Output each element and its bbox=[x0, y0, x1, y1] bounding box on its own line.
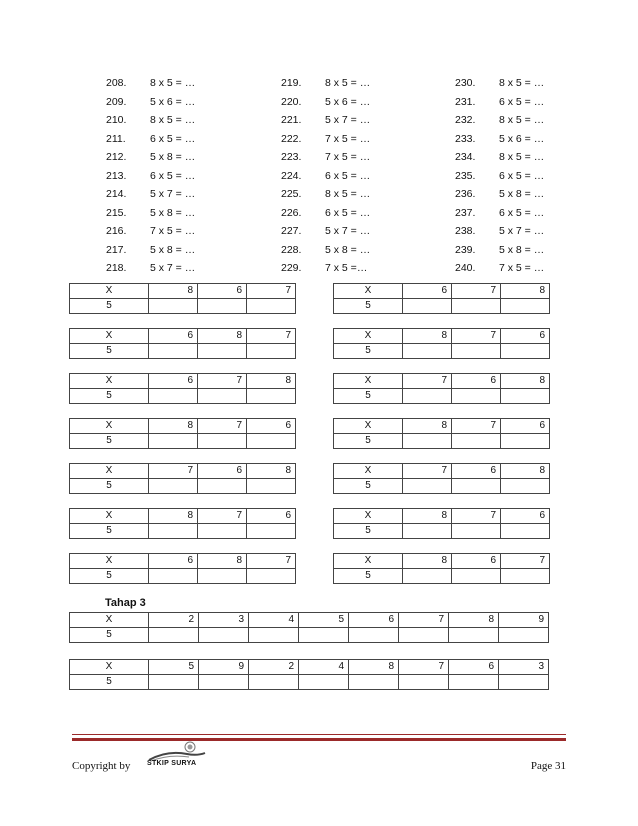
grid-row-label-cell: 5 bbox=[70, 569, 149, 584]
grid-header-cell: 7 bbox=[198, 374, 247, 389]
grid-header-cell: 8 bbox=[403, 419, 452, 434]
grid-answer-cell[interactable] bbox=[299, 628, 349, 643]
exercise-column-3 bbox=[455, 74, 609, 278]
exercise-number: 208. bbox=[106, 77, 127, 90]
exercise-expression: 5 x 7 = … bbox=[150, 262, 196, 275]
exercise-column-2 bbox=[281, 74, 435, 278]
exercise-expression: 6 x 5 = … bbox=[499, 169, 545, 182]
exercise-item bbox=[281, 241, 435, 260]
grid-operator-cell: X bbox=[70, 419, 149, 434]
grid-header-cell: 6 bbox=[349, 613, 399, 628]
exercise-item bbox=[455, 222, 609, 241]
grid-header-cell: 7 bbox=[403, 464, 452, 479]
grid-header-cell: 8 bbox=[449, 613, 499, 628]
grid-answer-cell[interactable] bbox=[249, 675, 299, 690]
grid-answer-cell[interactable] bbox=[299, 675, 349, 690]
grid-row-label-cell: 5 bbox=[70, 479, 149, 494]
exercise-number: 228. bbox=[281, 243, 302, 256]
grid-answer-cell[interactable] bbox=[403, 569, 452, 584]
exercise-item bbox=[281, 204, 435, 223]
grid-header-cell: 6 bbox=[501, 419, 550, 434]
grid-header-cell: 7 bbox=[452, 509, 501, 524]
grid-answer-cell[interactable] bbox=[149, 299, 198, 314]
grid-header-cell: 8 bbox=[349, 660, 399, 675]
grid-header-cell: 2 bbox=[249, 660, 299, 675]
grid-row-label-cell: 5 bbox=[70, 675, 149, 690]
grid-header-cell: 6 bbox=[501, 329, 550, 344]
grid-header-cell: 6 bbox=[247, 419, 296, 434]
exercise-number: 210. bbox=[106, 114, 127, 127]
exercise-expression: 6 x 5 = … bbox=[150, 169, 196, 182]
exercise-expression: 6 x 5 = … bbox=[499, 95, 545, 108]
grid-answer-cell[interactable] bbox=[403, 479, 452, 494]
exercise-expression: 8 x 5 = … bbox=[150, 77, 196, 90]
grid-row-label-cell: 5 bbox=[334, 524, 403, 539]
grid-header-cell: 8 bbox=[501, 374, 550, 389]
exercise-item bbox=[455, 74, 609, 93]
page-number: Page 31 bbox=[530, 760, 566, 772]
stkip-surya-logo bbox=[147, 740, 207, 774]
exercise-number: 234. bbox=[455, 151, 476, 164]
grid-header-cell: 2 bbox=[149, 613, 199, 628]
grid-answer-cell[interactable] bbox=[149, 675, 199, 690]
multiplication-grid bbox=[69, 418, 296, 449]
grid-header-cell: 7 bbox=[452, 284, 501, 299]
exercise-number: 211. bbox=[106, 132, 126, 145]
grid-header-cell: 4 bbox=[299, 660, 349, 675]
multiplication-grid bbox=[333, 508, 550, 539]
grid-answer-cell[interactable] bbox=[349, 675, 399, 690]
grid-row-label-cell: 5 bbox=[334, 479, 403, 494]
grid-header-cell: 7 bbox=[399, 613, 449, 628]
multiplication-grid bbox=[333, 373, 550, 404]
grid-header-cell: 6 bbox=[247, 509, 296, 524]
exercise-number: 237. bbox=[455, 206, 476, 219]
exercise-expression: 8 x 5 = … bbox=[499, 77, 545, 90]
grid-header-cell: 8 bbox=[501, 284, 550, 299]
grid-operator-cell: X bbox=[70, 554, 149, 569]
grid-answer-cell[interactable] bbox=[199, 675, 249, 690]
exercise-expression: 5 x 7 = … bbox=[325, 225, 371, 238]
grid-answer-cell[interactable] bbox=[403, 389, 452, 404]
exercise-number: 240. bbox=[455, 262, 476, 275]
grid-row-label-cell: 5 bbox=[334, 434, 403, 449]
exercise-item bbox=[455, 185, 609, 204]
exercise-item bbox=[455, 167, 609, 186]
exercise-item bbox=[455, 93, 609, 112]
exercise-number: 231. bbox=[455, 95, 476, 108]
exercise-expression: 5 x 6 = … bbox=[499, 132, 545, 145]
multiplication-grid bbox=[69, 328, 296, 359]
grid-answer-cell[interactable] bbox=[247, 389, 296, 404]
grid-header-cell: 6 bbox=[452, 464, 501, 479]
grid-answer-cell[interactable] bbox=[198, 299, 247, 314]
exercise-expression: 5 x 8 = … bbox=[325, 243, 371, 256]
exercise-number: 223. bbox=[281, 151, 302, 164]
grid-answer-cell[interactable] bbox=[403, 524, 452, 539]
grid-header-cell: 6 bbox=[449, 660, 499, 675]
grid-answer-cell[interactable] bbox=[403, 434, 452, 449]
grid-header-cell: 8 bbox=[403, 509, 452, 524]
grid-answer-cell[interactable] bbox=[247, 524, 296, 539]
exercise-number: 217. bbox=[106, 243, 127, 256]
grid-operator-cell: X bbox=[334, 554, 403, 569]
grid-answer-cell[interactable] bbox=[149, 479, 198, 494]
grid-operator-cell: X bbox=[70, 329, 149, 344]
exercise-item bbox=[106, 74, 260, 93]
exercise-item bbox=[106, 167, 260, 186]
grid-answer-cell[interactable] bbox=[499, 628, 549, 643]
grid-header-cell: 7 bbox=[399, 660, 449, 675]
grid-header-cell: 5 bbox=[299, 613, 349, 628]
grid-operator-cell: X bbox=[334, 464, 403, 479]
grid-header-cell: 6 bbox=[198, 464, 247, 479]
footer-rule-thin bbox=[72, 734, 566, 735]
grid-answer-cell[interactable] bbox=[249, 628, 299, 643]
grid-header-cell: 8 bbox=[198, 329, 247, 344]
exercise-expression: 6 x 5 = … bbox=[325, 169, 371, 182]
grid-answer-cell[interactable] bbox=[247, 479, 296, 494]
grid-answer-cell[interactable] bbox=[501, 524, 550, 539]
grid-answer-cell[interactable] bbox=[247, 434, 296, 449]
copyright-text: Copyright by bbox=[72, 760, 131, 772]
exercise-number: 224. bbox=[281, 169, 302, 182]
exercise-number: 218. bbox=[106, 262, 127, 275]
exercise-expression: 5 x 6 = … bbox=[150, 95, 196, 108]
multiplication-grid bbox=[333, 553, 550, 584]
exercise-expression: 5 x 6 = … bbox=[325, 95, 371, 108]
exercise-expression: 8 x 5 = … bbox=[150, 114, 196, 127]
grid-answer-cell[interactable] bbox=[499, 675, 549, 690]
exercise-item bbox=[455, 148, 609, 167]
exercise-number: 233. bbox=[455, 132, 476, 145]
grid-answer-cell[interactable] bbox=[403, 299, 452, 314]
multiplication-grid bbox=[69, 283, 296, 314]
grid-answer-cell[interactable] bbox=[149, 434, 198, 449]
exercise-item bbox=[455, 204, 609, 223]
exercise-expression: 6 x 5 = … bbox=[150, 132, 196, 145]
grid-answer-cell[interactable] bbox=[198, 389, 247, 404]
grid-answer-cell[interactable] bbox=[452, 434, 501, 449]
grid-header-cell: 5 bbox=[149, 660, 199, 675]
grid-answer-cell[interactable] bbox=[399, 628, 449, 643]
exercise-expression: 5 x 8 = … bbox=[499, 243, 545, 256]
exercise-item bbox=[281, 74, 435, 93]
grid-header-cell: 7 bbox=[247, 554, 296, 569]
grid-answer-cell[interactable] bbox=[501, 434, 550, 449]
grid-header-cell: 6 bbox=[452, 554, 501, 569]
exercise-item bbox=[281, 130, 435, 149]
grid-operator-cell: X bbox=[334, 509, 403, 524]
exercise-item bbox=[106, 148, 260, 167]
exercise-item bbox=[106, 130, 260, 149]
exercise-item bbox=[281, 167, 435, 186]
grid-row-label-cell: 5 bbox=[334, 569, 403, 584]
exercise-number: 229. bbox=[281, 262, 302, 275]
grid-answer-cell[interactable] bbox=[452, 299, 501, 314]
grid-header-cell: 6 bbox=[149, 554, 198, 569]
exercise-number: 221. bbox=[281, 114, 302, 127]
exercise-item bbox=[455, 111, 609, 130]
grid-answer-cell[interactable] bbox=[403, 344, 452, 359]
grid-answer-cell[interactable] bbox=[449, 628, 499, 643]
multiplication-grid bbox=[69, 373, 296, 404]
exercise-item bbox=[106, 93, 260, 112]
exercise-expression: 5 x 8 = … bbox=[150, 151, 196, 164]
grid-row-label-cell: 5 bbox=[334, 299, 403, 314]
grid-row-label-cell: 5 bbox=[70, 344, 149, 359]
exercise-item bbox=[281, 148, 435, 167]
grid-header-cell: 6 bbox=[452, 374, 501, 389]
grid-answer-cell[interactable] bbox=[501, 569, 550, 584]
grid-header-cell: 9 bbox=[199, 660, 249, 675]
grid-header-cell: 6 bbox=[198, 284, 247, 299]
exercise-item bbox=[106, 259, 260, 278]
multiplication-grid bbox=[333, 328, 550, 359]
section-title-tahap-3: Tahap 3 bbox=[105, 597, 146, 609]
grid-header-cell: 8 bbox=[501, 464, 550, 479]
grid-row-label-cell: 5 bbox=[70, 299, 149, 314]
exercise-item bbox=[281, 185, 435, 204]
grid-header-cell: 4 bbox=[249, 613, 299, 628]
multiplication-grid bbox=[69, 508, 296, 539]
grid-row-label-cell: 5 bbox=[334, 389, 403, 404]
grid-answer-cell[interactable] bbox=[149, 389, 198, 404]
grid-operator-cell: X bbox=[334, 374, 403, 389]
exercise-item bbox=[281, 222, 435, 241]
exercise-item bbox=[455, 241, 609, 260]
grid-header-cell: 8 bbox=[198, 554, 247, 569]
exercise-column-1 bbox=[106, 74, 260, 278]
multiplication-grid bbox=[333, 463, 550, 494]
exercise-number: 212. bbox=[106, 151, 127, 164]
grid-operator-cell: X bbox=[334, 284, 403, 299]
grid-header-cell: 7 bbox=[149, 464, 198, 479]
grid-header-cell: 6 bbox=[403, 284, 452, 299]
multiplication-grid bbox=[69, 553, 296, 584]
grid-header-cell: 8 bbox=[149, 419, 198, 434]
exercise-number: 215. bbox=[106, 206, 127, 219]
exercise-number: 227. bbox=[281, 225, 302, 238]
grid-operator-cell: X bbox=[70, 613, 149, 628]
exercise-number: 236. bbox=[455, 188, 476, 201]
grid-answer-cell[interactable] bbox=[452, 479, 501, 494]
grid-header-cell: 9 bbox=[499, 613, 549, 628]
exercise-item bbox=[455, 130, 609, 149]
multiplication-grid bbox=[69, 659, 549, 690]
grid-header-cell: 8 bbox=[247, 374, 296, 389]
exercise-number: 230. bbox=[455, 77, 476, 90]
exercise-number: 219. bbox=[281, 77, 302, 90]
multiplication-grid bbox=[69, 612, 549, 643]
grid-header-cell: 7 bbox=[452, 329, 501, 344]
multiplication-grid bbox=[69, 463, 296, 494]
grid-header-cell: 7 bbox=[198, 509, 247, 524]
grid-row-label-cell: 5 bbox=[70, 389, 149, 404]
grid-answer-cell[interactable] bbox=[449, 675, 499, 690]
grid-header-cell: 7 bbox=[403, 374, 452, 389]
grid-header-cell: 3 bbox=[499, 660, 549, 675]
exercise-expression: 6 x 5 = … bbox=[325, 206, 371, 219]
exercise-expression: 5 x 7 = … bbox=[499, 225, 545, 238]
grid-operator-cell: X bbox=[70, 284, 149, 299]
grid-header-cell: 7 bbox=[452, 419, 501, 434]
grid-header-cell: 8 bbox=[247, 464, 296, 479]
grid-row-label-cell: 5 bbox=[70, 434, 149, 449]
grid-operator-cell: X bbox=[70, 660, 149, 675]
exercise-expression: 5 x 8 = … bbox=[499, 188, 545, 201]
grid-answer-cell[interactable] bbox=[452, 344, 501, 359]
grid-answer-cell[interactable] bbox=[501, 389, 550, 404]
exercise-item bbox=[106, 204, 260, 223]
exercise-expression: 7 x 5 = … bbox=[325, 151, 371, 164]
exercise-item bbox=[106, 222, 260, 241]
grid-row-label-cell: 5 bbox=[334, 344, 403, 359]
grid-header-cell: 7 bbox=[247, 329, 296, 344]
grid-row-label-cell: 5 bbox=[70, 524, 149, 539]
grid-header-cell: 7 bbox=[198, 419, 247, 434]
exercise-number: 235. bbox=[455, 169, 476, 182]
exercise-expression: 7 x 5 =… bbox=[325, 262, 368, 275]
grid-answer-cell[interactable] bbox=[247, 299, 296, 314]
exercise-expression: 7 x 5 = … bbox=[499, 262, 545, 275]
exercise-item bbox=[106, 111, 260, 130]
grid-answer-cell[interactable] bbox=[247, 569, 296, 584]
exercise-expression: 8 x 5 = … bbox=[499, 114, 545, 127]
exercise-number: 213. bbox=[106, 169, 127, 182]
grid-answer-cell[interactable] bbox=[198, 524, 247, 539]
exercise-number: 226. bbox=[281, 206, 302, 219]
grid-header-cell: 6 bbox=[149, 374, 198, 389]
grid-answer-cell[interactable] bbox=[452, 524, 501, 539]
exercise-number: 209. bbox=[106, 95, 127, 108]
exercise-expression: 5 x 7 = … bbox=[325, 114, 371, 127]
exercise-expression: 8 x 5 = … bbox=[325, 77, 371, 90]
grid-answer-cell[interactable] bbox=[501, 299, 550, 314]
grid-answer-cell[interactable] bbox=[452, 389, 501, 404]
exercise-expression: 8 x 5 = … bbox=[325, 188, 371, 201]
grid-answer-cell[interactable] bbox=[149, 569, 198, 584]
exercise-number: 232. bbox=[455, 114, 476, 127]
exercise-number: 222. bbox=[281, 132, 302, 145]
grid-operator-cell: X bbox=[334, 329, 403, 344]
grid-answer-cell[interactable] bbox=[149, 344, 198, 359]
exercise-item bbox=[106, 241, 260, 260]
exercise-expression: 5 x 7 = … bbox=[150, 188, 196, 201]
grid-answer-cell[interactable] bbox=[452, 569, 501, 584]
exercise-expression: 7 x 5 = … bbox=[150, 225, 196, 238]
exercise-expression: 7 x 5 = … bbox=[325, 132, 371, 145]
exercise-number: 216. bbox=[106, 225, 127, 238]
exercise-item bbox=[281, 111, 435, 130]
exercise-item bbox=[281, 93, 435, 112]
logo-emblem-icon bbox=[147, 740, 207, 762]
multiplication-grid bbox=[333, 418, 550, 449]
grid-answer-cell[interactable] bbox=[501, 344, 550, 359]
grid-answer-cell[interactable] bbox=[198, 434, 247, 449]
exercise-item bbox=[106, 185, 260, 204]
exercise-expression: 6 x 5 = … bbox=[499, 206, 545, 219]
exercise-number: 238. bbox=[455, 225, 476, 238]
exercise-item bbox=[455, 259, 609, 278]
grid-header-cell: 6 bbox=[501, 509, 550, 524]
exercise-number: 220. bbox=[281, 95, 302, 108]
exercise-expression: 5 x 8 = … bbox=[150, 206, 196, 219]
grid-header-cell: 7 bbox=[247, 284, 296, 299]
grid-answer-cell[interactable] bbox=[149, 628, 199, 643]
grid-answer-cell[interactable] bbox=[247, 344, 296, 359]
grid-operator-cell: X bbox=[70, 374, 149, 389]
grid-header-cell: 8 bbox=[403, 329, 452, 344]
grid-answer-cell[interactable] bbox=[199, 628, 249, 643]
exercise-number: 225. bbox=[281, 188, 302, 201]
grid-answer-cell[interactable] bbox=[399, 675, 449, 690]
grid-answer-cell[interactable] bbox=[501, 479, 550, 494]
grid-header-cell: 8 bbox=[149, 509, 198, 524]
grid-answer-cell[interactable] bbox=[198, 479, 247, 494]
exercise-number: 239. bbox=[455, 243, 476, 256]
grid-row-label-cell: 5 bbox=[70, 628, 149, 643]
grid-answer-cell[interactable] bbox=[149, 524, 198, 539]
grid-header-cell: 8 bbox=[403, 554, 452, 569]
exercise-expression: 5 x 8 = … bbox=[150, 243, 196, 256]
grid-answer-cell[interactable] bbox=[349, 628, 399, 643]
grid-answer-cell[interactable] bbox=[198, 569, 247, 584]
grid-operator-cell: X bbox=[334, 419, 403, 434]
grid-header-cell: 8 bbox=[149, 284, 198, 299]
grid-header-cell: 6 bbox=[149, 329, 198, 344]
exercise-expression: 8 x 5 = … bbox=[499, 151, 545, 164]
grid-header-cell: 3 bbox=[199, 613, 249, 628]
multiplication-grid bbox=[333, 283, 550, 314]
grid-operator-cell: X bbox=[70, 464, 149, 479]
exercise-number: 214. bbox=[106, 188, 127, 201]
grid-operator-cell: X bbox=[70, 509, 149, 524]
grid-answer-cell[interactable] bbox=[198, 344, 247, 359]
logo-text: STKIP SURYA bbox=[147, 760, 197, 767]
grid-header-cell: 7 bbox=[501, 554, 550, 569]
exercise-item bbox=[281, 259, 435, 278]
